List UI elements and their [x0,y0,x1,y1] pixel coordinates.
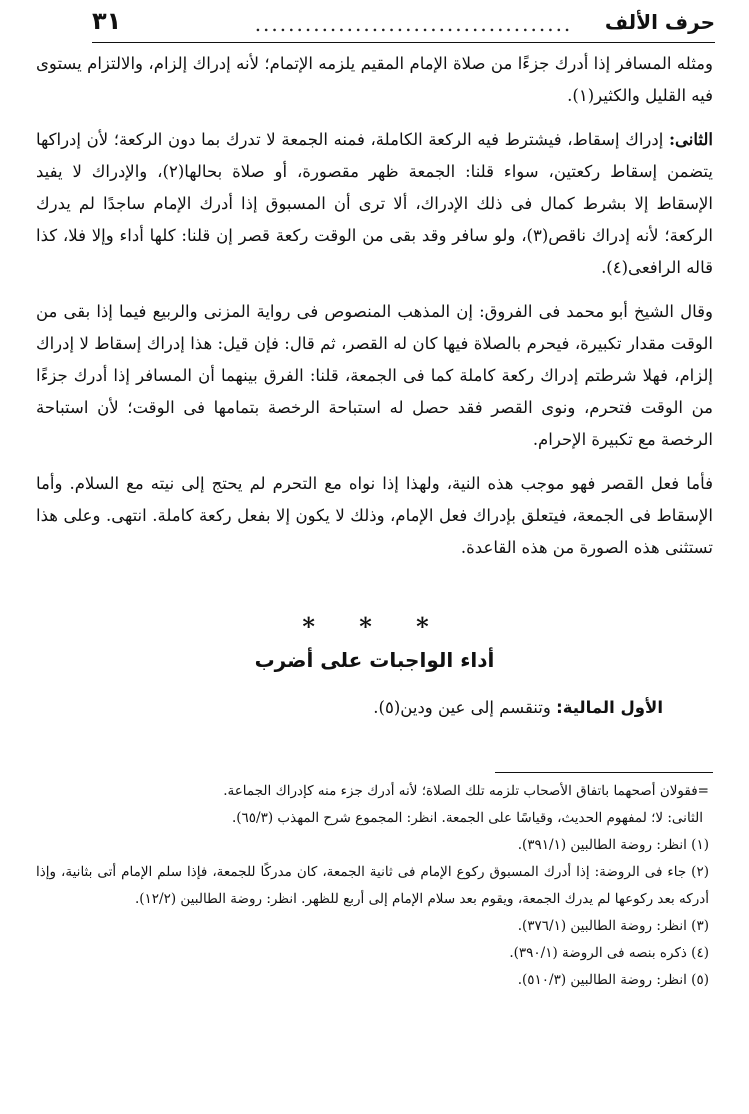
first-division-text: وتنقسم إلى عين ودين(٥). [373,698,557,717]
footnote-4: (٤) ذكره بنصه فى الروضة (٣٩٠/١). [509,945,709,961]
paragraph-2 [36,124,713,284]
running-header [92,6,715,43]
footnote-continuation-1: =فقولان أصحهما باتفاق الأصحاب تلزمه تلك الصلاة؛ لأنه أدرك جزء منه كإدراك الجماعة. [223,783,709,799]
footnote-5: (٥) انظر: روضة الطالبين (٥١٠/٣). [517,972,709,988]
section-heading: أداء الواجبات على أضرب [254,648,495,672]
footnotes [36,778,709,994]
footnote-1: (١) انظر: روضة الطالبين (٣٩١/١). [517,837,709,853]
running-title: حرف الألف [604,10,715,34]
paragraph-4: فأما فعل القصر فهو موجب هذه النية، ولهذا إذا نواه مع التحرم لم يحتج إلى نيته مع السلام. وأما الإسقاط فى الجمعة، فيتعلق بإدراك فعل الإمام، وذلك لا يكون إلا بفعل ركعة كاملة. انتهى. وعلى هذا تستثنى هذه الصورة من هذه القاعدة. [36,474,713,557]
page-number: ٣١ [92,7,122,35]
header-dot-leader: ...................................... [254,12,573,36]
paragraph-3: وقال الشيخ أبو محمد فى الفروق: إن المذهب المنصوص فى رواية المزنى والربيع فيما إذا بقى من الوقت مقدار تكبيرة، فيحرم بالصلاة فيها كان له القصر، ثم قال: فإن قيل: هذا إدراك إسقاط لا إدراك إلزام، فهلا شرطتم إدراك ركعة كاملة كما فى الجمعة، قلنا: الفرق بينهما أن المسافر إذا أدرك جزءًا من الوقت فتحرم، ونوى القصر فقد حصل له استباحة الرخصة بتمامها فى الوقت؛ لأن استباحة الرخصة مع تكبيرة الإحرام. [36,302,713,449]
first-division [373,692,663,724]
main-text [36,48,713,576]
footnote-3: (٣) انظر: روضة الطالبين (٣٧٦/١). [517,918,709,934]
first-division-label: الأول المالية: [556,698,663,717]
paragraph-2-text: إدراك إسقاط، فيشترط فيه الركعة الكاملة، فمنه الجمعة لا تدرك بما دون الركعة؛ لأن إدراكها يتضمن إسقاط ركعتين، سواء قلنا: الجمعة ظهر مقصورة، أو صلاة بحالها(٢)، والإدراك لا يفيد الإسقاط إلا بشرط كمال فى ذلك الإدراك، ألا ترى أن المسبوق إذا أدرك الإمام ساجدًا لم يدرك الركعة؛ لأنه إدراك ناقص(٣)، ولو سافر وقد بقى من الوقت ركعة قصر إن قلنا: كلها أداء وإلا فلا، كذا قاله الرافعى(٤). [36,130,714,277]
paragraph-1: ومثله المسافر إذا أدرك جزءًا من صلاة الإمام المقيم يلزمه الإتمام؛ لأنه إدراك إلزام، والالتزام يستوى فيه القليل والكثير(١). [36,54,713,105]
footnote-continuation-2: الثانى: لا؛ لمفهوم الحديث، وقياسًا على الجمعة. انظر: المجموع شرح المهذب (٦٥/٣). [231,810,703,826]
footnote-separator [495,772,713,773]
footnote-2: (٢) جاء فى الروضة: إذا أدرك المسبوق ركوع الإمام فى ثانية الجمعة، كان مدركًا للجمعة، فإذا سلم الإمام أتى بثانية، وإذا أدركه بعد ركوعها لم يدرك الجمعة، ويقوم بعد سلام الإمام إلى أربع للظهر. انظر: روضة الطالبين (١٢/٢). [36,864,709,907]
paragraph-2-lead: الثانى: [668,130,713,149]
section-separator-stars: * * * [302,612,447,641]
